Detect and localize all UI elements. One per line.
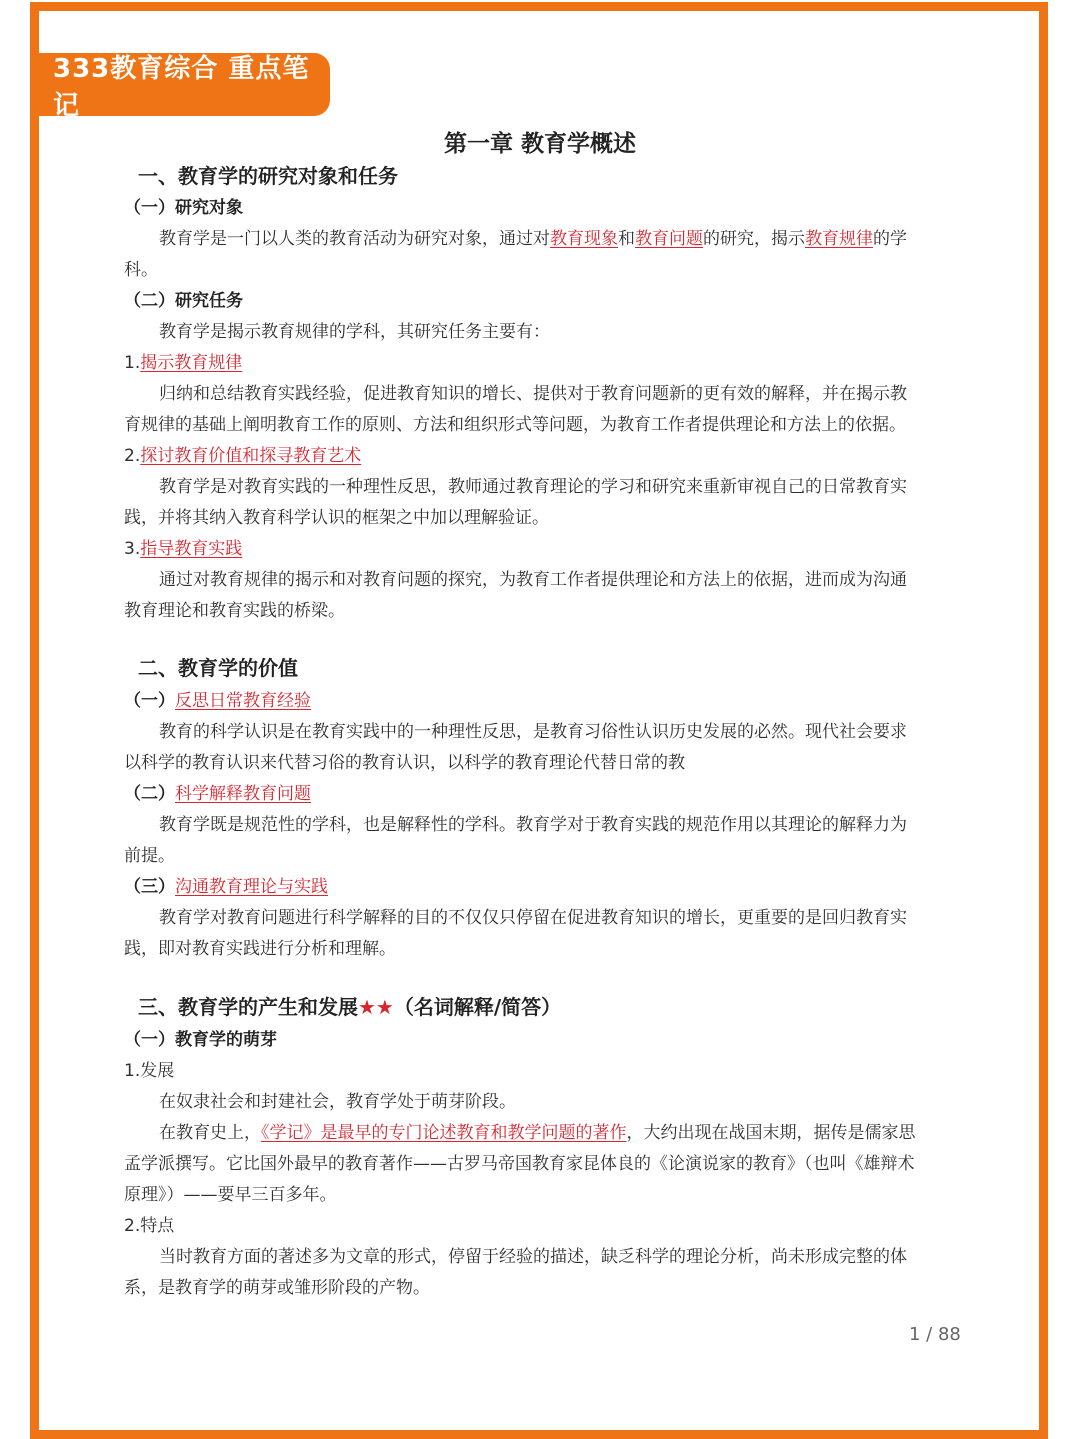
development-heading: 1.发展 [124, 1061, 175, 1081]
task-3-line-2: 教育理论和教育实践的桥梁。 [124, 601, 345, 621]
section-1-heading: 一、教育学的研究对象和任务 [138, 164, 398, 188]
task-3-line-1: 通过对教育规律的揭示和对教育问题的探究，为教育工作者提供理论和方法上的依据，进而成为沟通 [159, 570, 907, 590]
task-1-heading: 1.揭示教育规律 [124, 353, 243, 373]
task-2-line-1: 教育学是对教育实践的一种理性反思，教师通过教育理论的学习和研究来重新审视自己的日常教育实 [159, 477, 907, 497]
task-1-line-1: 归纳和总结教育实践经验，促进教育知识的增长、提供对于教育问题新的更有效的解释，并在揭示教 [159, 384, 907, 404]
section-1-paragraph-1-cont: 科。 [124, 260, 158, 280]
task-1-line-2: 育规律的基础上阐明教育工作的原则、方法和组织形式等问题，为教育工作者提供理论和方法上的依据。 [124, 415, 906, 435]
value-1-line-1: 教育的科学认识是在教育实践中的一种理性反思，是教育习俗性认识历史发展的必然。现代社会要求 [159, 722, 907, 742]
highlight-term: 《学记》是最早的专门论述教育和教学问题的著作 [261, 1123, 627, 1143]
section-1-sub-1: （一）研究对象 [124, 198, 243, 218]
section-3-sub-1: （一）教育学的萌芽 [124, 1030, 277, 1050]
development-line-3: 孟学派撰写。它比国外最早的教育著作——古罗马帝国教育家昆体良的《论演说家的教育》（也叫《雄辩术 [124, 1154, 915, 1174]
task-2-heading: 2.探讨教育价值和探寻教育艺术 [124, 446, 362, 466]
value-3-heading: （三）沟通教育理论与实践 [124, 877, 328, 897]
value-3-line-1: 教育学对教育问题进行科学解释的目的不仅仅只停留在促进教育知识的增长，更重要的是回归教育实 [159, 908, 907, 928]
star-icon: ★★ [358, 995, 394, 1019]
value-1-heading: （一）反思日常教育经验 [124, 691, 311, 711]
highlight-term: 教育现象 [550, 229, 618, 249]
features-line-1: 当时教育方面的著述多为文章的形式，停留于经验的描述，缺乏科学的理论分析，尚未形成完整的体 [159, 1247, 907, 1267]
value-2-line-1: 教育学既是规范性的学科，也是解释性的学科。教育学对于教育实践的规范作用以其理论的解释力为 [159, 815, 907, 835]
highlight-term: 教育规律 [805, 229, 873, 249]
section-1-paragraph-2: 教育学是揭示教育规律的学科，其研究任务主要有： [159, 322, 550, 342]
highlight-term: 教育问题 [635, 229, 703, 249]
section-2-heading: 二、教育学的价值 [138, 656, 298, 680]
section-3-heading: 三、教育学的产生和发展★★（名词解释/简答） [138, 995, 562, 1019]
title-banner: 333教育综合 重点笔记 [39, 53, 330, 116]
section-1-sub-2: （二）研究任务 [124, 291, 243, 311]
development-line-2: 在教育史上，《学记》是最早的专门论述教育和教学问题的著作，大约出现在战国末期，据传是儒家思 [159, 1123, 916, 1143]
development-line-1: 在奴隶社会和封建社会，教育学处于萌芽阶段。 [159, 1092, 516, 1112]
chapter-title: 第一章 教育学概述 [443, 131, 636, 157]
task-2-line-2: 践，并将其纳入教育科学认识的框架之中加以理解验证。 [124, 508, 549, 528]
features-heading: 2.特点 [124, 1216, 175, 1236]
value-3-line-2: 践，即对教育实践进行分析和理解。 [124, 939, 396, 959]
features-line-2: 系，是教育学的萌芽或雏形阶段的产物。 [124, 1278, 430, 1298]
value-2-heading: （二）科学解释教育问题 [124, 784, 311, 804]
value-2-line-2: 前提。 [124, 846, 175, 866]
value-1-line-2: 以科学的教育认识来代替习俗的教育认识，以科学的教育理论代替日常的教 [124, 753, 685, 773]
task-3-heading: 3.指导教育实践 [124, 539, 243, 559]
development-line-4: 原理》）——要早三百多年。 [124, 1185, 337, 1205]
page-number: 1 / 88 [909, 1324, 961, 1345]
section-1-paragraph-1: 教育学是一门以人类的教育活动为研究对象，通过对教育现象和教育问题的研究，揭示教育规律的学 [159, 229, 907, 249]
